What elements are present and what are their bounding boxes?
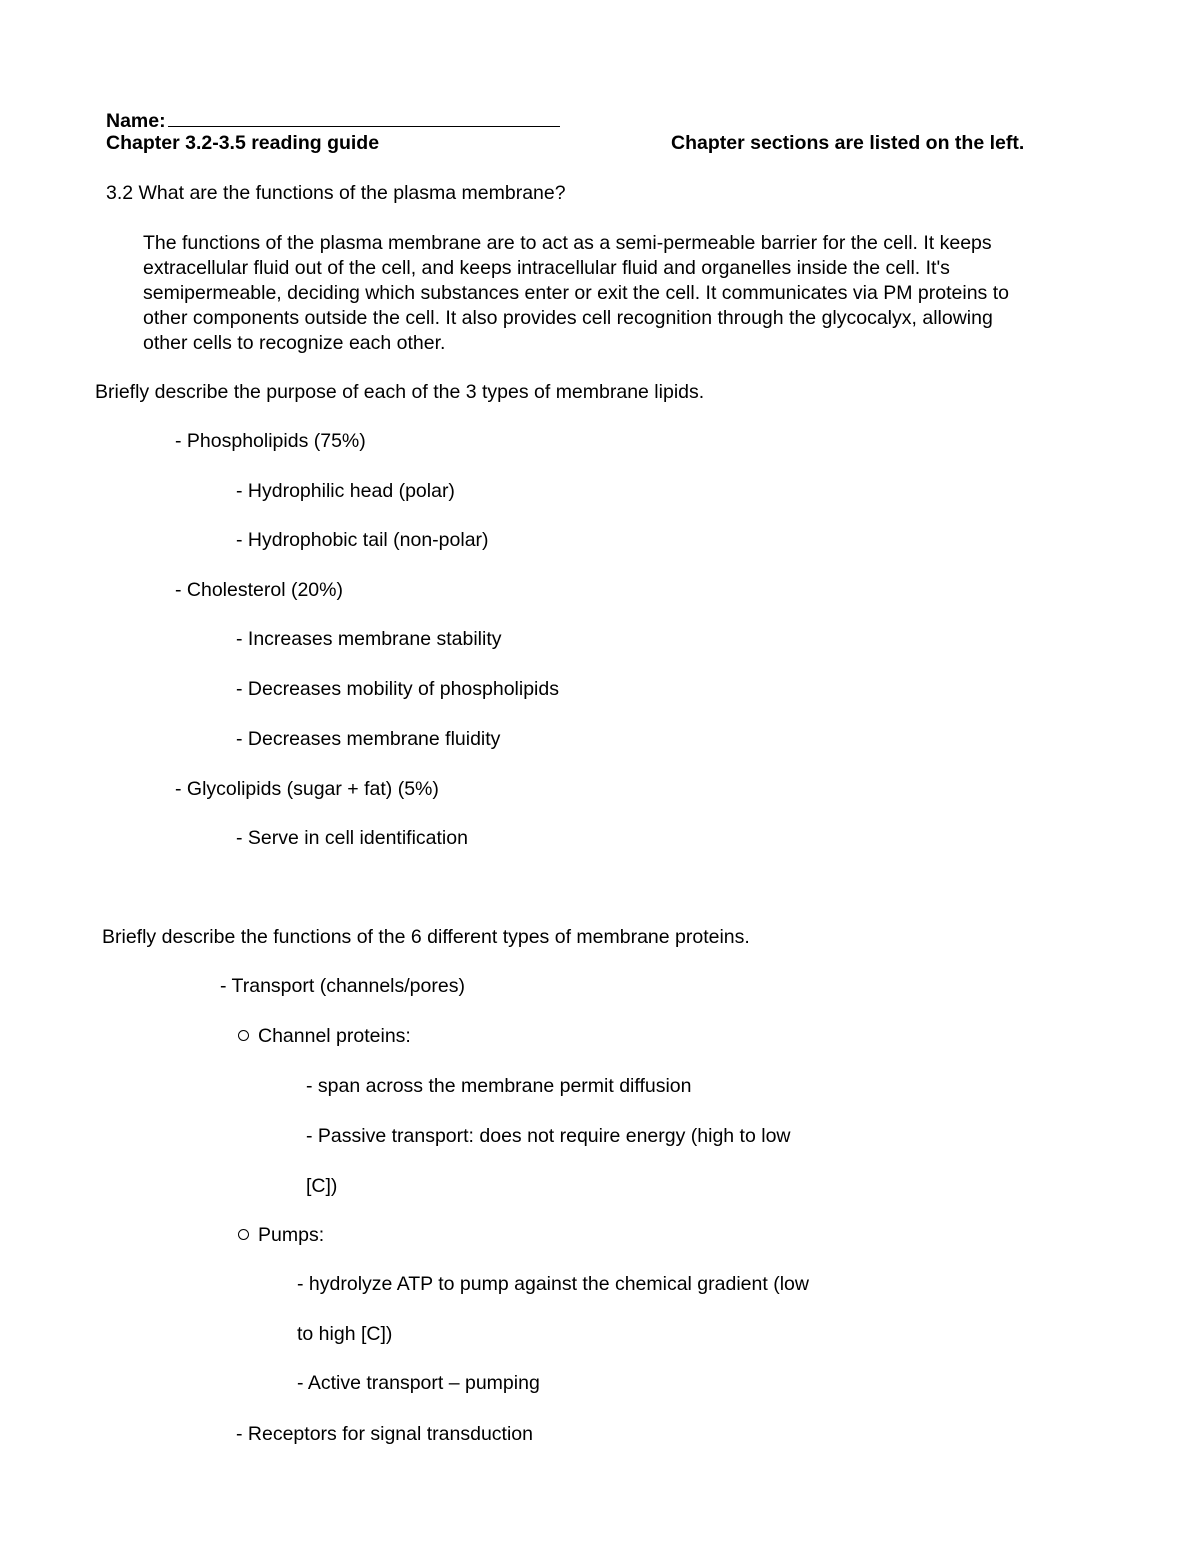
name-blank-line (168, 106, 560, 127)
name-field (106, 106, 560, 134)
question-plasma-membrane: 3.2 What are the functions of the plasma membrane? (106, 182, 566, 204)
list-item (238, 1024, 411, 1049)
question-membrane-proteins: Briefly describe the functions of the 6 different types of membrane proteins. (102, 926, 750, 948)
list-item: - Serve in cell identification (236, 827, 468, 849)
list-item: - Phospholipids (75%) (175, 430, 366, 452)
list-item: - Receptors for signal transduction (236, 1423, 533, 1445)
circle-bullet-icon (238, 1030, 249, 1041)
list-item: - Increases membrane stability (236, 628, 502, 650)
list-item: - Hydrophilic head (polar) (236, 480, 455, 502)
answer-line: other components outside the cell. It also provides cell recognition through the glycocalyx, allowing (143, 307, 993, 329)
list-item: - span across the membrane permit diffusion (306, 1075, 692, 1097)
answer-line: other cells to recognize each other. (143, 332, 446, 354)
answer-line: semipermeable, deciding which substances enter or exit the cell. It communicates via PM proteins to (143, 282, 1009, 304)
list-item: - Active transport – pumping (297, 1372, 540, 1394)
answer-line: extracellular fluid out of the cell, and keeps intracellular fluid and organelles inside the cell. It's (143, 257, 950, 279)
name-label: Name: (106, 110, 166, 132)
list-item-label: Channel proteins: (258, 1025, 411, 1047)
list-item: [C]) (306, 1175, 338, 1197)
sections-note: Chapter sections are listed on the left. (671, 132, 1025, 154)
list-item-label: Pumps: (258, 1224, 325, 1246)
list-item: - hydrolyze ATP to pump against the chemical gradient (low (297, 1273, 809, 1295)
list-item: - Cholesterol (20%) (175, 579, 343, 601)
list-item: - Decreases membrane fluidity (236, 728, 501, 750)
chapter-title: Chapter 3.2-3.5 reading guide (106, 132, 380, 154)
answer-line: The functions of the plasma membrane are to act as a semi-permeable barrier for the cell. It keeps (143, 232, 992, 254)
list-item (238, 1223, 324, 1248)
list-item: - Glycolipids (sugar + fat) (5%) (175, 778, 439, 800)
list-item: to high [C]) (297, 1323, 393, 1345)
answer-plasma-membrane (143, 231, 1123, 356)
list-item: - Hydrophobic tail (non-polar) (236, 529, 489, 551)
circle-bullet-icon (238, 1229, 249, 1240)
list-item: - Transport (channels/pores) (220, 975, 465, 997)
question-membrane-lipids: Briefly describe the purpose of each of the 3 types of membrane lipids. (95, 381, 705, 403)
list-item: - Passive transport: does not require energy (high to low (306, 1125, 791, 1147)
list-item: - Decreases mobility of phospholipids (236, 678, 559, 700)
